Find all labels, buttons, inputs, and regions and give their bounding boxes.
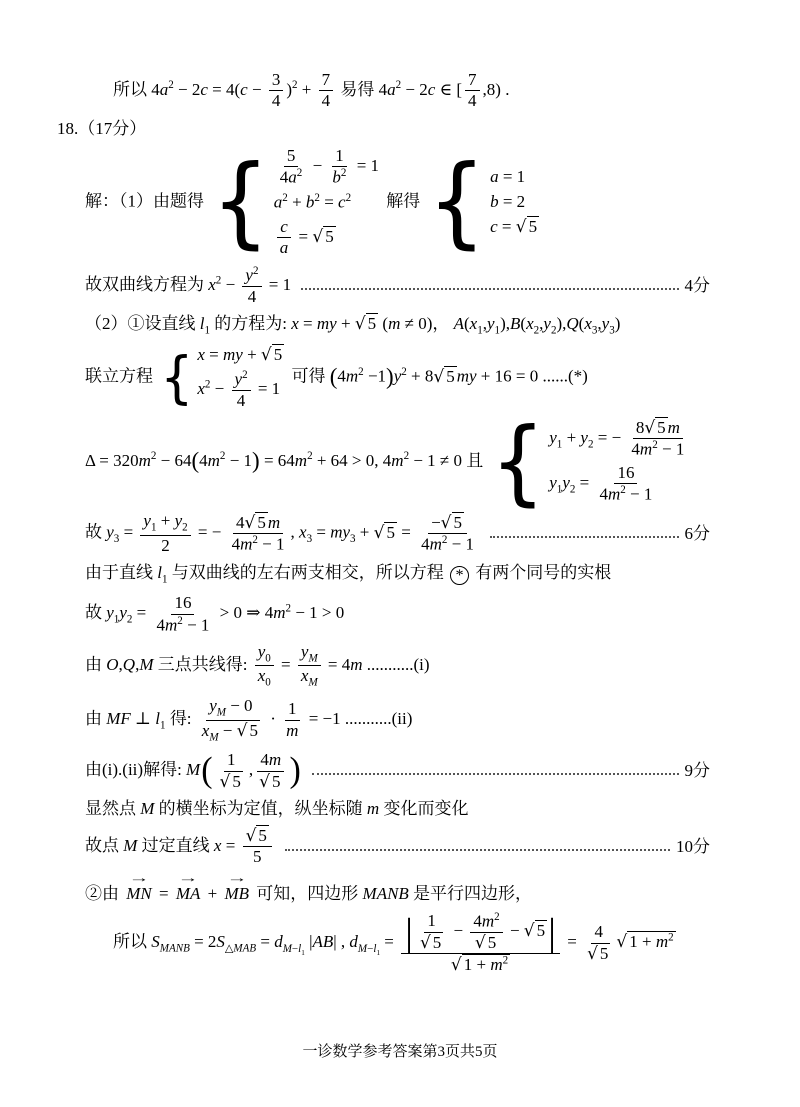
step-y3-x3 (85, 511, 710, 556)
step-line-l1-definition (85, 313, 710, 338)
step-collinear (85, 642, 710, 690)
step-fixed-line (85, 826, 710, 868)
math-expression: 由(i).(ii)解得: M( 1 √ 5 , 4m √ 5 ) (85, 750, 302, 792)
step-parallelogram (85, 874, 710, 905)
step-discriminant-vieta (85, 407, 710, 516)
step-two-branches (85, 562, 710, 587)
dotted-leader (285, 849, 670, 851)
step-y1y2-positive (85, 593, 710, 635)
step-hyperbola-equation (85, 265, 710, 307)
step-solve-system-1 (85, 146, 710, 259)
math-expression: 由 MF ⊥ $l_1$ 得: $\frac{y_M - 0}{x_M - √ 5}$ · $\frac{1}{m}$ = −1 ...........(ii) (85, 696, 412, 744)
math-expression: $\Delta = 320m^2 - 64(4m^2 - 1) = 64m^2 + 64 > 0$, $4m^2 - 1 \ne 0$ 且 { $y_1 + y_2$ = − $\frac{8 √ 5 m}{4m^2 - 1}$ $y_1y_2$ = $\frac{16}{4m^2 - 1}$ (85, 418, 693, 506)
math-expression: 所以 $S_{MANB} = 2S_{\triangle MAB} = d_{M-l_1}$ |AB| , $d_{M-l_1}$ = | 1 √ 5 − $4m^2$ √ 5 − √ 5| √ $1 + m^2$ = 4 √ 5 √ $1 + m^2$ (113, 911, 676, 975)
math-expression: 18.（17分） (57, 118, 147, 138)
math-expression: 由 O,Q,M 三点共线得: $\frac{y_0}{x_0}$ = $\frac{y_M}{x_M}$ = 4m ...........(i) (85, 641, 430, 689)
score-label: 10分 (676, 836, 710, 856)
score-label: 6分 (684, 523, 710, 543)
dotted-leader (490, 536, 679, 538)
page-footer: 一诊数学参考答案第3页共5页 (302, 1044, 498, 1060)
step-range-conclusion (113, 70, 710, 112)
step-M-coordinates (85, 750, 710, 792)
step-perpendicular (85, 696, 710, 744)
step-simultaneous-equations (85, 344, 710, 412)
dotted-leader (301, 288, 678, 290)
math-expression: 由于直线 $l_1$ 与双曲线的左右两支相交，所以方程 * 有两个同号的实根 (85, 563, 612, 586)
math-expression: ②由 → MN = → MA + → MB 可知，四边形 MANB 是平行四边形， (85, 883, 532, 905)
dotted-leader (312, 773, 679, 775)
score-label: 4分 (684, 276, 710, 296)
math-expression: 联立方程 { x = my + √ 5 $x^2$ − $\frac{y^2}{4}$ = 1 可得 $(4m^2 -1)y^2 + 8$ √ 5 my + 16 = 0 ......(*) (85, 344, 588, 412)
step-area-distance (113, 911, 710, 975)
math-expression: 显然点 M 的横坐标为定值，纵坐标随 m 变化而变化 (85, 799, 469, 818)
math-expression: 解：（1）由题得 { $\frac{5}{4a^2}$ − $\frac{1}{b^2}$ = 1 $a^2 + b^2 = c^2$ $\frac{c}{a}$ = √ 5 解得 { a = 1 b = 2 c = √ 5 (85, 146, 542, 259)
math-expression: 故 $y_3$ = $\frac{y_1 + y_2}{2}$ = − $\frac{4 √ 5 m}{4m^2 - 1}$ , $x_3 = my_3$ + √ 5 = $\frac{- √ 5}{4m^2 - 1}$ (85, 511, 480, 556)
math-expression: （2）①设直线 $l_1$ 的方程为: x = my + √ 5 (m ≠ 0)， $A(x_1,y_1),B(x_2,y_2),Q(x_3,y_3)$ (85, 313, 620, 338)
problem-18-header (57, 118, 710, 140)
step-fixed-abscissa (85, 798, 710, 820)
math-expression: 故 $y_1y_2$ = $\frac{16}{4m^2 - 1}$ > 0 ⇒ $4m^2 - 1 > 0$ (85, 593, 345, 635)
score-label: 9分 (684, 761, 710, 781)
math-expression: 所以 $4a^2 - 2c = 4(c$ − $\frac{3}{4}$ )$^2$ + $\frac{7}{4}$ 易得 $4a^2 - 2c$ ∈ [ $\frac{7}{4}$ ,8) . (113, 70, 510, 111)
math-expression: 故点 M 过定直线 x = √ $\frac{5}{5}$ (85, 826, 275, 868)
math-expression: 故双曲线方程为 $x^2$ − $\frac{y^2}{4}$ = 1 (85, 264, 292, 306)
